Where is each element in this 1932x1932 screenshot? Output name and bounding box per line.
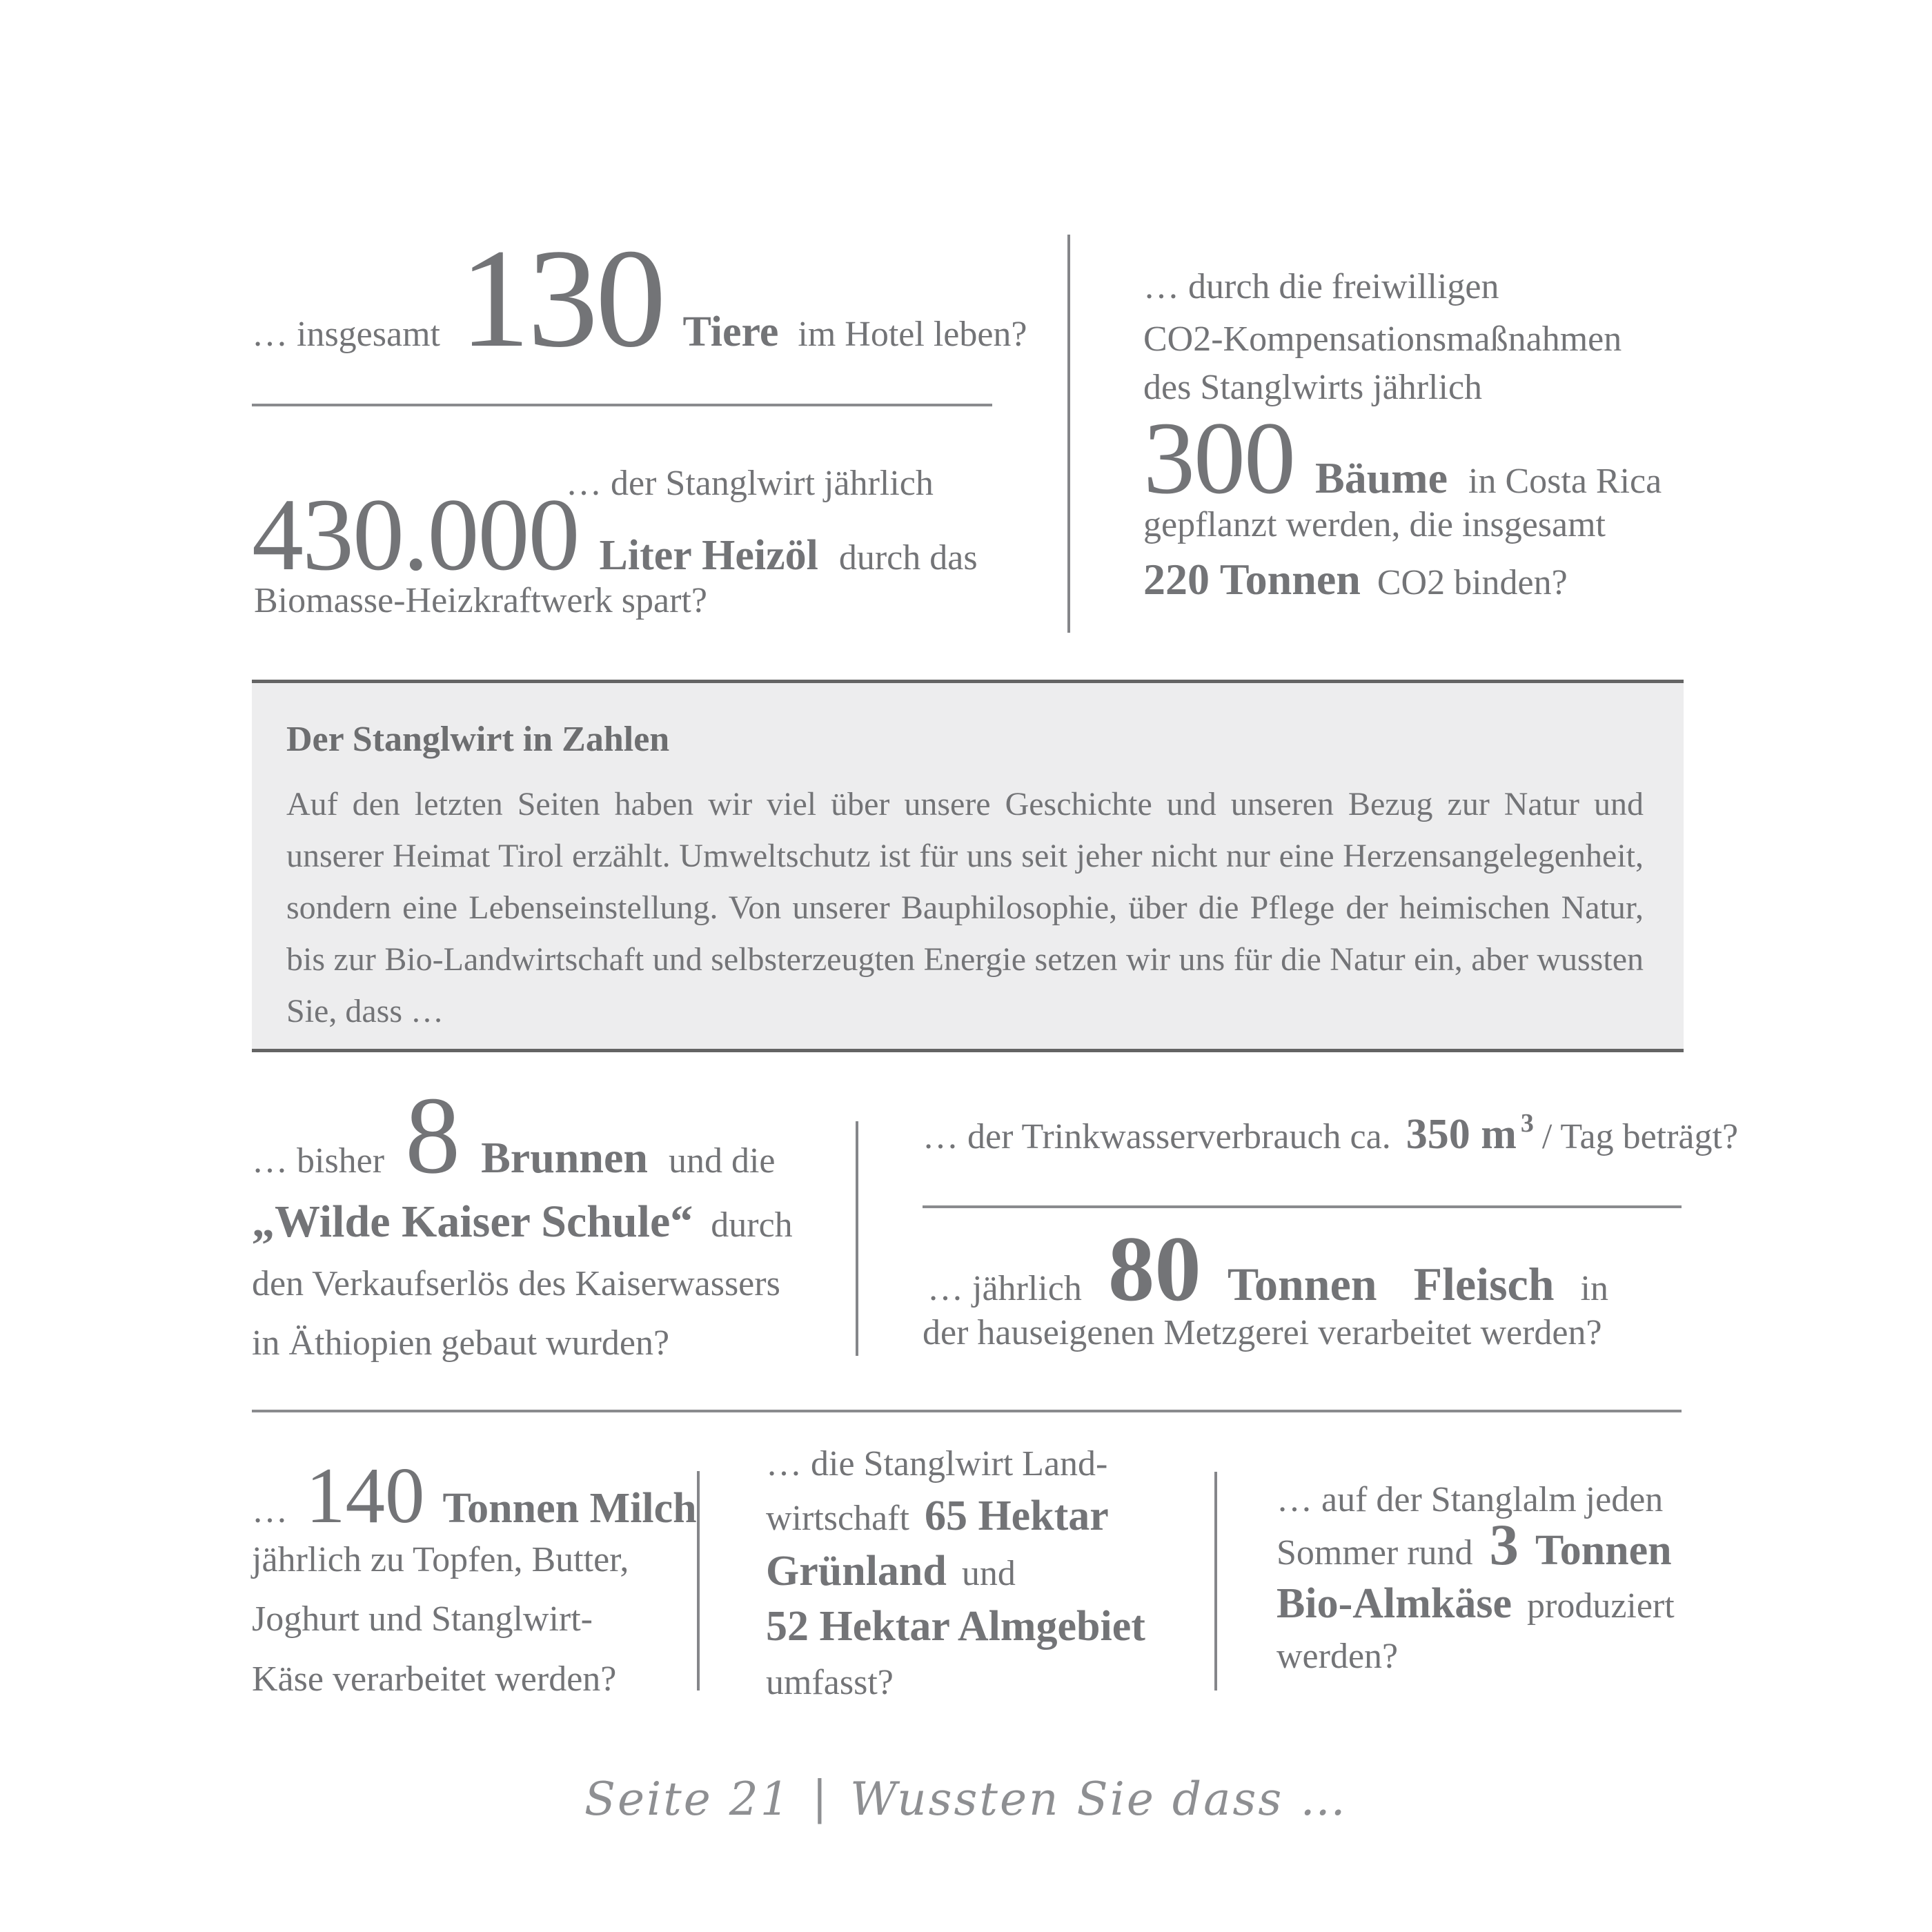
- fact-brunnen-after2: durch: [711, 1205, 793, 1245]
- fact-fleisch-after: in: [1580, 1269, 1608, 1308]
- fact-almkaese-line2: [1276, 1512, 1672, 1577]
- divider-vertical-bottom-1: [697, 1471, 700, 1690]
- fact-heizoel-line2: Biomasse-Heizkraftwerk spart?: [254, 581, 707, 620]
- fact-baeume-keyword2: 220 Tonnen: [1143, 555, 1361, 604]
- fact-baeume-line2: CO2-Kompensationsmaßnahmen: [1143, 319, 1622, 359]
- fact-milch-line3: Joghurt und Stanglwirt-: [252, 1599, 593, 1639]
- fact-fleisch-number: 80: [1107, 1218, 1201, 1321]
- footer-section-title: Wussten Sie dass …: [850, 1773, 1348, 1826]
- fact-hektar-almgebiet-value: 52 Hektar Almgebiet: [766, 1603, 1145, 1650]
- fact-heizoel-keyword: Liter Heizöl: [599, 532, 818, 579]
- fact-animals: [252, 220, 1027, 377]
- fact-wasser: [923, 1109, 1739, 1158]
- info-box-title: Der Stanglwirt in Zahlen: [286, 720, 670, 759]
- fact-brunnen-keyword2: „Wilde Kaiser Schule“: [252, 1196, 693, 1247]
- fact-hektar-line2: [766, 1492, 1109, 1539]
- fact-fleisch-prefix: … jährlich: [927, 1269, 1082, 1308]
- fact-baeume-keyword: Bäume: [1315, 453, 1448, 502]
- divider-horizontal-bottom: [252, 1410, 1682, 1412]
- fact-almkaese-line3: [1276, 1582, 1675, 1625]
- fact-brunnen-line2: [252, 1196, 793, 1247]
- fact-milch-line4: Käse verarbeitet werden?: [252, 1659, 617, 1699]
- fact-fleisch-line2: der hauseigenen Metzgerei verarbeitet werden?: [923, 1313, 1602, 1352]
- divider-under-animals: [252, 404, 992, 406]
- fact-almkaese-line4: werden?: [1276, 1637, 1399, 1676]
- footer-page-number: Seite 21: [584, 1773, 791, 1826]
- fact-animals-keyword: Tiere: [682, 308, 779, 355]
- fact-baeume-line3: des Stanglwirts jährlich: [1143, 368, 1483, 407]
- fact-brunnen-keyword: Brunnen: [481, 1133, 648, 1182]
- fact-brunnen-line1: [252, 1074, 776, 1196]
- fact-heizoel: [252, 477, 978, 592]
- fact-brunnen-prefix: … bisher: [252, 1141, 385, 1181]
- fact-hektar-line5: umfasst?: [766, 1663, 894, 1702]
- fact-almkaese-number: 3: [1489, 1512, 1519, 1577]
- fact-fleisch-line1: [927, 1218, 1608, 1321]
- info-box: [252, 680, 1684, 1052]
- fact-milch-line1: [252, 1452, 697, 1539]
- fact-baeume-numberline: [1143, 401, 1662, 515]
- fact-heizoel-after: durch das: [838, 538, 978, 578]
- fact-heizoel-intro: … der Stanglwirt jährlich: [566, 464, 934, 503]
- divider-vertical-bottom-2: [1214, 1472, 1217, 1690]
- fact-almkaese-line1: … auf der Stanglalm jeden: [1276, 1480, 1664, 1519]
- fact-hektar-line3: [766, 1550, 1016, 1593]
- fact-fleisch-keyword: Tonnen Fleisch: [1227, 1258, 1555, 1310]
- fact-animals-prefix: … insgesamt: [252, 315, 440, 354]
- fact-wasser-value: 350 m: [1406, 1111, 1517, 1158]
- fact-almkaese-tonnen: Tonnen: [1535, 1527, 1672, 1574]
- fact-hektar-gruenland-keyword: Grünland: [766, 1548, 947, 1595]
- fact-milch-line2: jährlich zu Topfen, Butter,: [252, 1540, 629, 1579]
- fact-animals-suffix: im Hotel leben?: [798, 315, 1027, 354]
- fact-wasser-superscript: 3: [1520, 1109, 1534, 1138]
- fact-milch-prefix: …: [252, 1491, 288, 1530]
- fact-hektar-line1: … die Stanglwirt Land-: [766, 1444, 1108, 1483]
- fact-heizoel-number: 430.000: [252, 477, 579, 592]
- fact-brunnen-line3: den Verkaufserlös des Kaiserwassers: [252, 1264, 780, 1303]
- fact-baeume-co2line: [1143, 555, 1568, 604]
- fact-brunnen-after: und die: [668, 1141, 776, 1181]
- fact-almkaese-line3b: produziert: [1527, 1586, 1675, 1626]
- fact-brunnen-line4: in Äthiopien gebaut wurden?: [252, 1323, 670, 1363]
- divider-vertical-middle: [856, 1121, 858, 1356]
- divider-under-wasser: [923, 1205, 1682, 1208]
- fact-wasser-prefix: … der Trinkwasserverbrauch ca.: [923, 1117, 1391, 1156]
- divider-vertical-top: [1067, 235, 1070, 633]
- fact-hektar-line3b: und: [961, 1554, 1016, 1593]
- info-box-body: Auf den letzten Seiten haben wir viel über unsere Geschichte und unseren Bezug zur Natur und unserer Heimat Tirol erzählt. Umweltschutz ist für uns seit jeher nicht nur eine Herzensangelegenheit, sondern eine Lebenseinstellung. Von unserer Bauphilosophie, über die Pflege der heimischen Natur, bis zur Bio-Landwirtschaft und selbsterzeugten Energie setzen wir uns für die Natur ein, aber wussten Sie, dass …: [286, 786, 1644, 1029]
- fact-milch-keyword: Tonnen Milch: [442, 1485, 697, 1532]
- fact-hektar-line4: [766, 1605, 1145, 1648]
- fact-baeume-after-number: in Costa Rica: [1468, 462, 1662, 501]
- fact-wasser-suffix: / Tag beträgt?: [1541, 1117, 1739, 1156]
- fact-almkaese-keyword: Bio-Almkäse: [1276, 1580, 1512, 1627]
- fact-baeume-line6: CO2 binden?: [1377, 563, 1568, 602]
- fact-hektar-line2a: wirtschaft: [766, 1499, 909, 1538]
- footer-separator: |: [811, 1771, 830, 1824]
- fact-animals-number: 130: [459, 220, 664, 377]
- fact-milch-number: 140: [306, 1452, 425, 1539]
- fact-almkaese-line2a: Sommer rund: [1276, 1533, 1473, 1573]
- fact-baeume-line5: gepflanzt werden, die insgesamt: [1143, 505, 1606, 544]
- fact-hektar-gruenland-value: 65 Hektar: [924, 1492, 1109, 1539]
- fact-brunnen-number: 8: [405, 1074, 461, 1196]
- fact-baeume-number: 300: [1143, 401, 1294, 515]
- page-footer: [0, 1771, 1932, 1826]
- fact-baeume-line1: … durch die freiwilligen: [1143, 267, 1499, 306]
